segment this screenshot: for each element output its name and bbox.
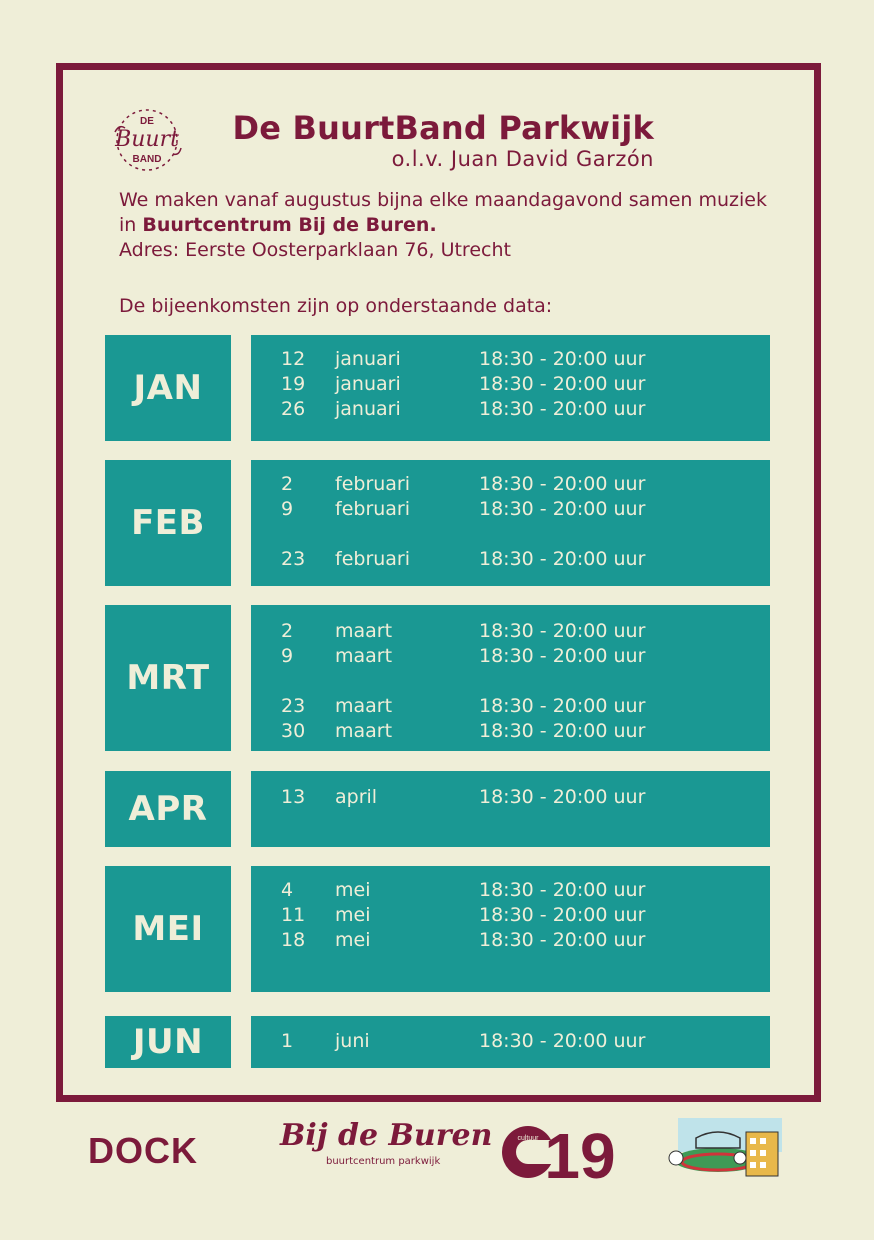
month-apr: APR	[105, 771, 231, 847]
intro-address: Adres: Eerste Oosterparklaan 76, Utrecht	[119, 239, 511, 261]
schedule-lead: De bijeenkomsten zijn op onderstaande data:	[119, 295, 553, 317]
dates-jan: 12 januari 18:30 - 20:00 uur 19 januari 18:30 - 20:00 uur 26 januari 18:30 - 20:00 uur	[251, 335, 770, 441]
dates-apr: 13 april 18:30 - 20:00 uur	[251, 771, 770, 847]
bij-de-buren-logo: Bij de Buren	[280, 1118, 493, 1153]
month-mei: MEI	[105, 866, 231, 992]
dates-jun: 1 juni 18:30 - 20:00 uur	[251, 1016, 770, 1068]
buurtband-logo	[107, 102, 187, 177]
intro-line-1: We maken vanaf augustus bijna elke maandagavond samen muziek	[119, 189, 768, 211]
page-subtitle: o.l.v. Juan David Garzón	[391, 147, 654, 171]
month-feb: FEB	[105, 460, 231, 586]
bij-de-buren-subtitle: buurtcentrum parkwijk	[326, 1156, 441, 1167]
logo-text-band: BAND	[132, 154, 162, 165]
dates-feb: 2 februari 18:30 - 20:00 uur 9 februari 18:30 - 20:00 uur 23 februari 18:30 - 20:00 uur	[251, 460, 770, 586]
intro-line-2	[119, 213, 809, 238]
intro-text	[119, 188, 809, 263]
dates-mei: 4 mei 18:30 - 20:00 uur 11 mei 18:30 - 20:00 uur 18 mei 18:30 - 20:00 uur	[251, 866, 770, 992]
month-mrt: MRT	[105, 605, 231, 751]
c19-logo	[496, 1118, 622, 1188]
month-jan: JAN	[105, 335, 231, 441]
intro-line-2-prefix: in	[119, 214, 143, 236]
page-title: De BuurtBand Parkwijk	[232, 109, 654, 147]
logo-text-de: DE	[140, 116, 154, 127]
month-jun: JUN	[105, 1016, 231, 1068]
logo-text-buurt: Buurt	[115, 127, 179, 152]
dock-logo: DOCK	[88, 1130, 198, 1171]
c19-number: 19	[544, 1120, 616, 1188]
venue-name: Buurtcentrum Bij de Buren.	[142, 214, 437, 236]
c19-small-text: cultuur	[517, 1135, 539, 1142]
poster-frame	[56, 63, 821, 1102]
park-illustration	[668, 1118, 786, 1182]
dates-mrt: 2 maart 18:30 - 20:00 uur 9 maart 18:30 - 20:00 uur 23 maart 18:30 - 20:00 uur 30 maart 18:30 - 20:00 uur	[251, 605, 770, 751]
